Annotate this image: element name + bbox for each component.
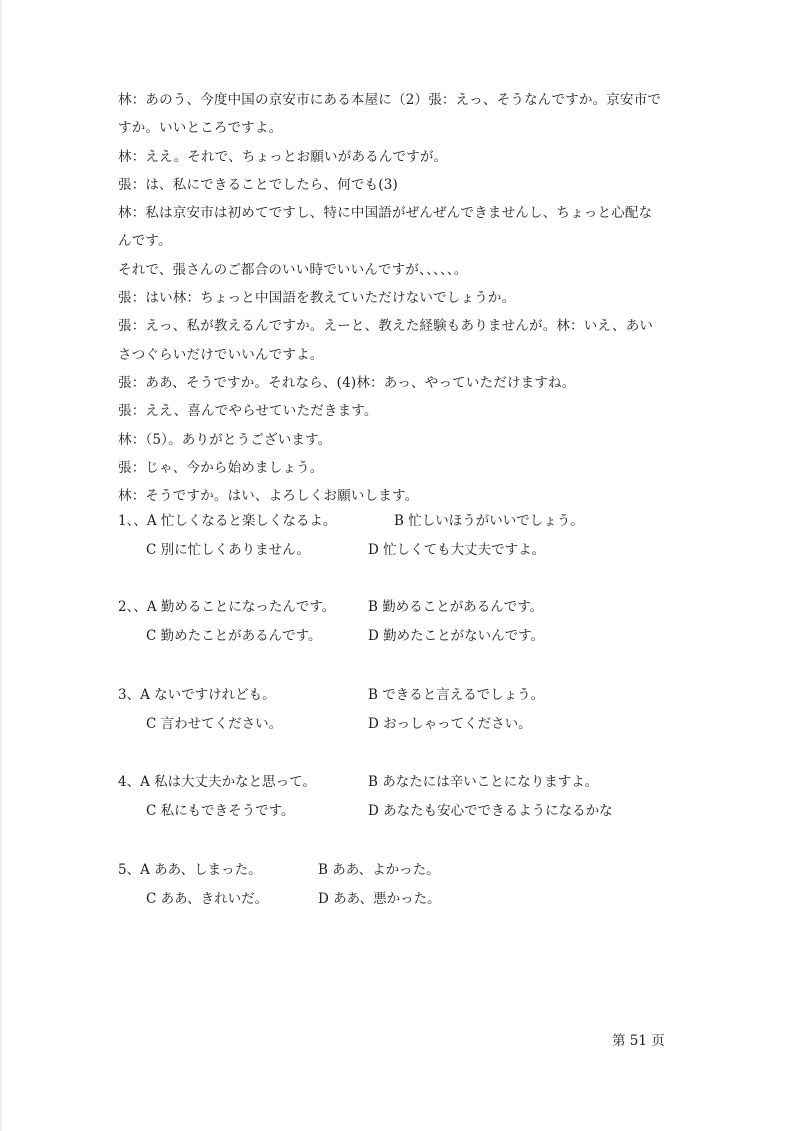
option-d: D 忙しくても大丈夫ですよ。 xyxy=(368,542,546,558)
scan-edge xyxy=(0,0,3,1131)
option-a: 4、A 私は大丈夫かなと思って。 xyxy=(118,774,316,790)
question-3 xyxy=(118,686,638,746)
option-b: B 勤めることがあるんです。 xyxy=(368,599,544,615)
option-a: 2、、A 勤めることになったんです。 xyxy=(118,599,336,615)
option-d: D おっしゃってください。 xyxy=(368,716,532,732)
option-b: B 忙しいほうがいいでしょう。 xyxy=(394,513,584,529)
dialogue-line: 林：そうですか。はい、よろしくお願いします。 xyxy=(118,488,419,505)
option-c: C 言わせてください。 xyxy=(146,716,283,732)
question-4 xyxy=(118,773,638,833)
option-c: C 勤めたことがあるんです。 xyxy=(146,628,322,644)
dialogue-line: 林：ええ。それで、ちょっとお願いがあるんですが。 xyxy=(118,148,448,165)
option-c: C 私にもできそうです。 xyxy=(146,803,295,819)
dialogue-line: すか。いいところですよ。 xyxy=(118,120,283,137)
option-c: C 別に忙しくありません。 xyxy=(146,542,310,558)
question-5 xyxy=(118,861,638,921)
option-a: 5、A ああ、しまった。 xyxy=(118,862,262,878)
dialogue-line: 張：は、私にできることでしたら、何でも(3) xyxy=(118,176,399,193)
option-d: D ああ、悪かった。 xyxy=(318,891,441,907)
dialogue-line: んです。 xyxy=(118,233,172,250)
option-b: B あなたには辛いことになりますよ。 xyxy=(368,774,599,790)
dialogue-line: 張：はい林：ちょっと中国語を教えていただけないでしょうか。 xyxy=(118,290,516,307)
option-d: D 勤めたことがないんです。 xyxy=(368,628,545,644)
dialogue-line: 林：あのう、今度中国の京安市にある本屋に（2）張：えっ、そうなんですか。京安市で xyxy=(118,92,662,108)
dialogue-line: 張：ああ、そうですか。それなら、(4)林：あっ、やっていただけますね。 xyxy=(118,374,576,391)
option-c: C ああ、きれいだ。 xyxy=(146,891,269,907)
dialogue-line: さつぐらいだけでいいんですよ。 xyxy=(118,346,324,363)
option-a: 1、、A 忙しくなると楽しくなるよ。 xyxy=(118,513,337,529)
dialogue-line: 張：ええ、喜んでやらせていただきます。 xyxy=(118,403,378,420)
dialogue-line: それで、張さんのご都合のいい時でいいんですが、、、、、。 xyxy=(118,261,468,278)
option-b: B できると言えるでしょう。 xyxy=(368,687,545,703)
dialogue-line: 張：えっ、私が教えるんですか。えーと、教えた経験もありませんが。林：いえ、あい xyxy=(118,318,654,335)
question-1 xyxy=(118,512,638,572)
dialogue-line: 林：（5）。ありがとうございます。 xyxy=(118,431,332,448)
dialogue-line: 林：私は京安市は初めてですし、特に中国語がぜんぜんできませんし、ちょっと心配な xyxy=(118,205,653,222)
option-d: D あなたも安心でできるようになるかな xyxy=(368,803,613,819)
option-a: 3、A ないですけれども。 xyxy=(118,687,276,703)
page-number: 第 51 页 xyxy=(612,1033,665,1049)
dialogue-line: 張：じゃ、今から始めましょう。 xyxy=(118,459,324,476)
option-b: B ああ、よかった。 xyxy=(318,862,440,878)
dialogue-passage xyxy=(118,86,683,510)
question-2 xyxy=(118,598,638,658)
